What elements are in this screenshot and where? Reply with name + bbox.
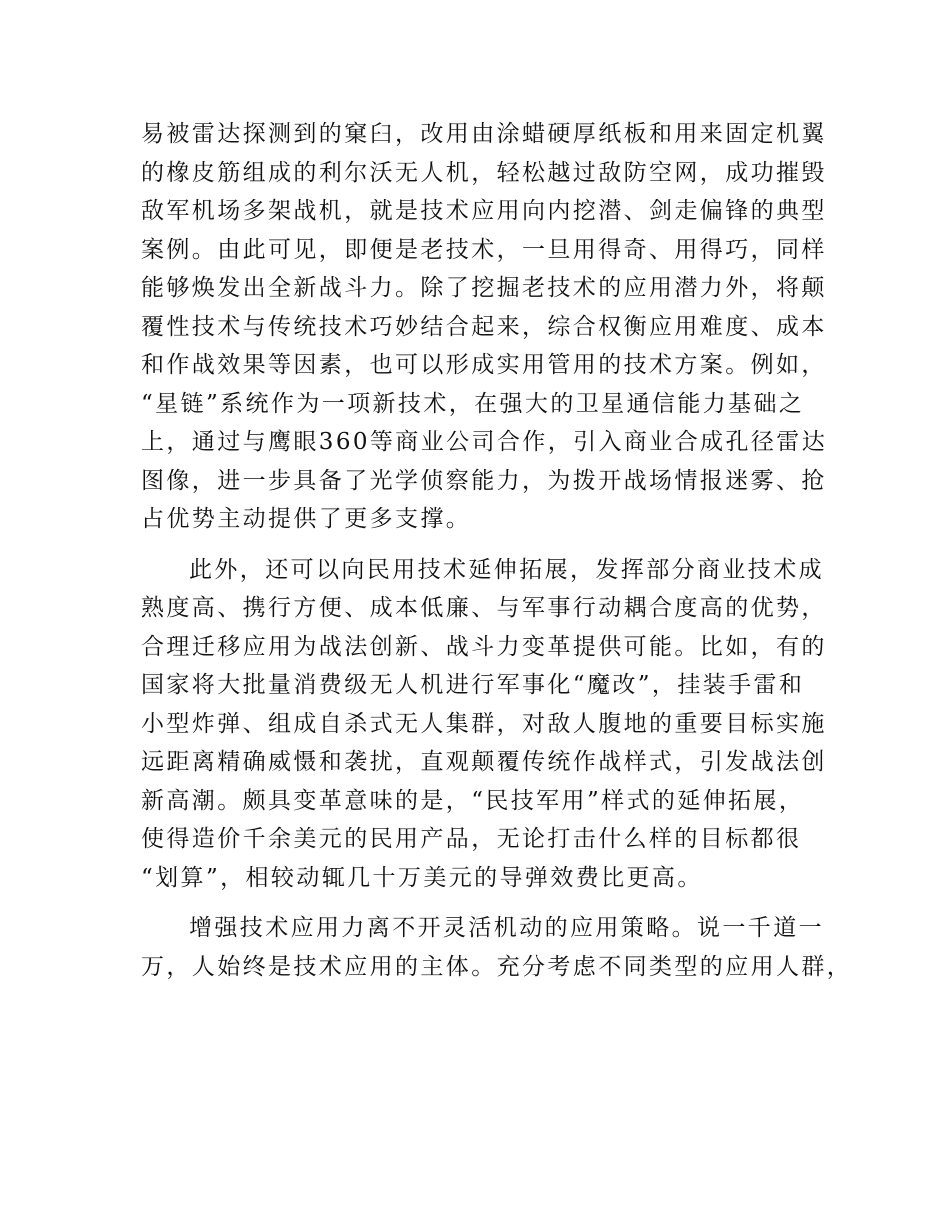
text-line: 的橡皮筋组成的利尔沃无人机，轻松越过敌防空网，成功摧毁 bbox=[141, 159, 827, 186]
text-line: 远距离精确威慑和袭扰，直观颠覆传统作战样式，引发战法创 bbox=[141, 749, 827, 775]
paragraph-3 bbox=[141, 909, 853, 986]
text-line: 使得造价千余美元的民用产品，无论打击什么样的目标都很 bbox=[141, 826, 802, 852]
text-line: 案例。由此可见，即便是老技术，一旦用得奇、用得巧，同样 bbox=[141, 236, 827, 263]
text-line: 新高潮。颇具变革意味的是，“民技军用”样式的延伸拓展， bbox=[141, 787, 805, 814]
text-line: 增强技术应用力离不开灵活机动的应用策略。说一千道一 bbox=[189, 915, 824, 941]
text-line: 小型炸弹、组成自杀式无人集群，对敌人腹地的重要目标实施 bbox=[141, 710, 827, 737]
text-line: 覆性技术与传统技术巧妙结合起来，综合权衡应用难度、成本 bbox=[141, 313, 827, 340]
text-line: 易被雷达探测到的窠臼，改用由涂蜡硬厚纸板和用来固定机翼 bbox=[141, 121, 827, 147]
text-line: “划算”，相较动辄几十万美元的导弹效费比更高。 bbox=[141, 864, 703, 891]
text-line: 能够焕发出全新战斗力。除了挖掘老技术的应用潜力外，将颠 bbox=[141, 275, 827, 301]
text-line: 图像，进一步具备了光学侦察能力，为拨开战场情报迷雾、抢 bbox=[141, 467, 827, 494]
text-line: 合理迁移应用为战法创新、战斗力变革提供可能。比如，有的 bbox=[141, 633, 827, 660]
paragraph-1 bbox=[141, 115, 828, 539]
text-line: 敌军机场多架战机，就是技术应用向内挖潜、剑走偏锋的典型 bbox=[141, 198, 827, 224]
text-line: 上，通过与鹰眼360等商业公司合作，引入商业合成孔径雷达 bbox=[141, 429, 828, 455]
text-line: 和作战效果等因素，也可以形成实用管用的技术方案。例如， bbox=[141, 352, 827, 378]
text-line: 国家将大批量消费级无人机进行军事化“魔改”，挂装手雷和 bbox=[141, 672, 805, 698]
text-line: 占优势主动提供了更多支撑。 bbox=[141, 506, 472, 532]
text-line: 此外，还可以向民用技术延伸拓展，发挥部分商业技术成 bbox=[189, 556, 824, 583]
text-line: 熟度高、携行方便、成本低廉、与军事行动耦合度高的优势， bbox=[141, 595, 827, 621]
text-line: “星链”系统作为一项新技术，在强大的卫星通信能力基础之 bbox=[141, 390, 805, 417]
document-body bbox=[141, 115, 853, 986]
paragraph-2 bbox=[141, 551, 827, 898]
text-line: 万，人始终是技术应用的主体。充分考虑不同类型的应用人群， bbox=[141, 953, 853, 980]
